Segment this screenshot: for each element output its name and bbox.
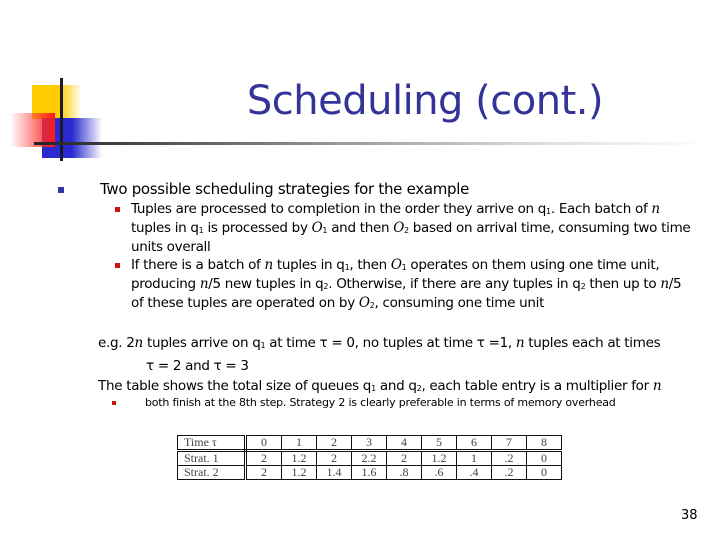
table-cell: 2	[317, 451, 352, 466]
example-text	[98, 333, 661, 399]
table-header-cell: 7	[492, 436, 527, 451]
table-header-cell: 5	[422, 436, 457, 451]
sub-bullet-1	[131, 201, 691, 255]
table-cell: 2	[246, 466, 282, 480]
table-cell: Strat. 1	[178, 451, 246, 466]
table-header-cell: 1	[282, 436, 317, 451]
sub-bullet-2-line1: If there is a batch of n tuples in $q_1$, then $O_1$ operates on them using one time unit,	[131, 257, 660, 273]
table-header-cell: 6	[457, 436, 492, 451]
bullet-icon	[58, 187, 64, 193]
page-number: 38	[681, 508, 698, 523]
sub-bullet-icon	[112, 401, 116, 405]
conclusion-note: both finish at the 8th step. Strategy 2 is clearly preferable in terms of memory overhead	[145, 396, 616, 409]
table-cell: 0	[527, 451, 562, 466]
sub-bullet-1-line1: Tuples are processed to completion in the order they arrive on $q_1$. Each batch of n	[131, 201, 660, 217]
sub-bullet-2-line3: of these tuples are operated on by $O_2$, consuming one time unit	[131, 295, 545, 311]
table-header-cell: 8	[527, 436, 562, 451]
table-cell: 2	[246, 451, 282, 466]
table-row	[178, 451, 562, 466]
table-cell: .4	[457, 466, 492, 480]
title-underline	[34, 142, 714, 145]
table-cell: .2	[492, 466, 527, 480]
sub-bullet-1-line2: tuples in $q_1$ is processed by $O_1$ and then $O_2$ based on arrival time, consuming two time	[131, 220, 691, 236]
table-header-row	[178, 436, 562, 451]
table-cell: 1.2	[282, 466, 317, 480]
table-cell: 1.2	[422, 451, 457, 466]
example-line2: τ = 2 and τ = 3	[146, 358, 249, 374]
sub-bullet-2-line2: producing n/5 new tuples in $q_2$. Otherwise, if there are any tuples in $q_2$ then up to n/5	[131, 276, 682, 292]
table-cell: .6	[422, 466, 457, 480]
table-cell: 1.6	[352, 466, 387, 480]
slide-title: Scheduling (cont.)	[246, 78, 604, 124]
table-cell: 0	[527, 466, 562, 480]
table-cell: .8	[387, 466, 422, 480]
table-header-cell: 0	[246, 436, 282, 451]
table-header-cell: 4	[387, 436, 422, 451]
queue-size-table	[177, 435, 562, 480]
table-cell: 2.2	[352, 451, 387, 466]
example-line3: The table shows the total size of queues $q_1$ and $q_2$, each table entry is a multiplier for n	[98, 378, 662, 394]
table-cell: .2	[492, 451, 527, 466]
sub-bullet-1-line3: units overall	[131, 239, 211, 255]
table-header-cell: 2	[317, 436, 352, 451]
table-cell: 1.4	[317, 466, 352, 480]
sub-bullet-icon	[115, 207, 120, 212]
bullet-main: Two possible scheduling strategies for the example	[100, 180, 470, 198]
example-line1: e.g. 2n tuples arrive on $q_1$ at time τ = 0, no tuples at time τ =1, n tuples each at times	[98, 335, 661, 351]
table-cell: 2	[387, 451, 422, 466]
table-header-cell: 3	[352, 436, 387, 451]
sub-bullet-2	[131, 257, 691, 314]
table-cell: 1.2	[282, 451, 317, 466]
table-cell: Strat. 2	[178, 466, 246, 480]
decor-vertical-line	[60, 78, 63, 161]
sub-bullet-icon	[115, 263, 120, 268]
table-row	[178, 466, 562, 480]
table-cell: 1	[457, 451, 492, 466]
table-header-cell: Time τ	[178, 436, 246, 451]
